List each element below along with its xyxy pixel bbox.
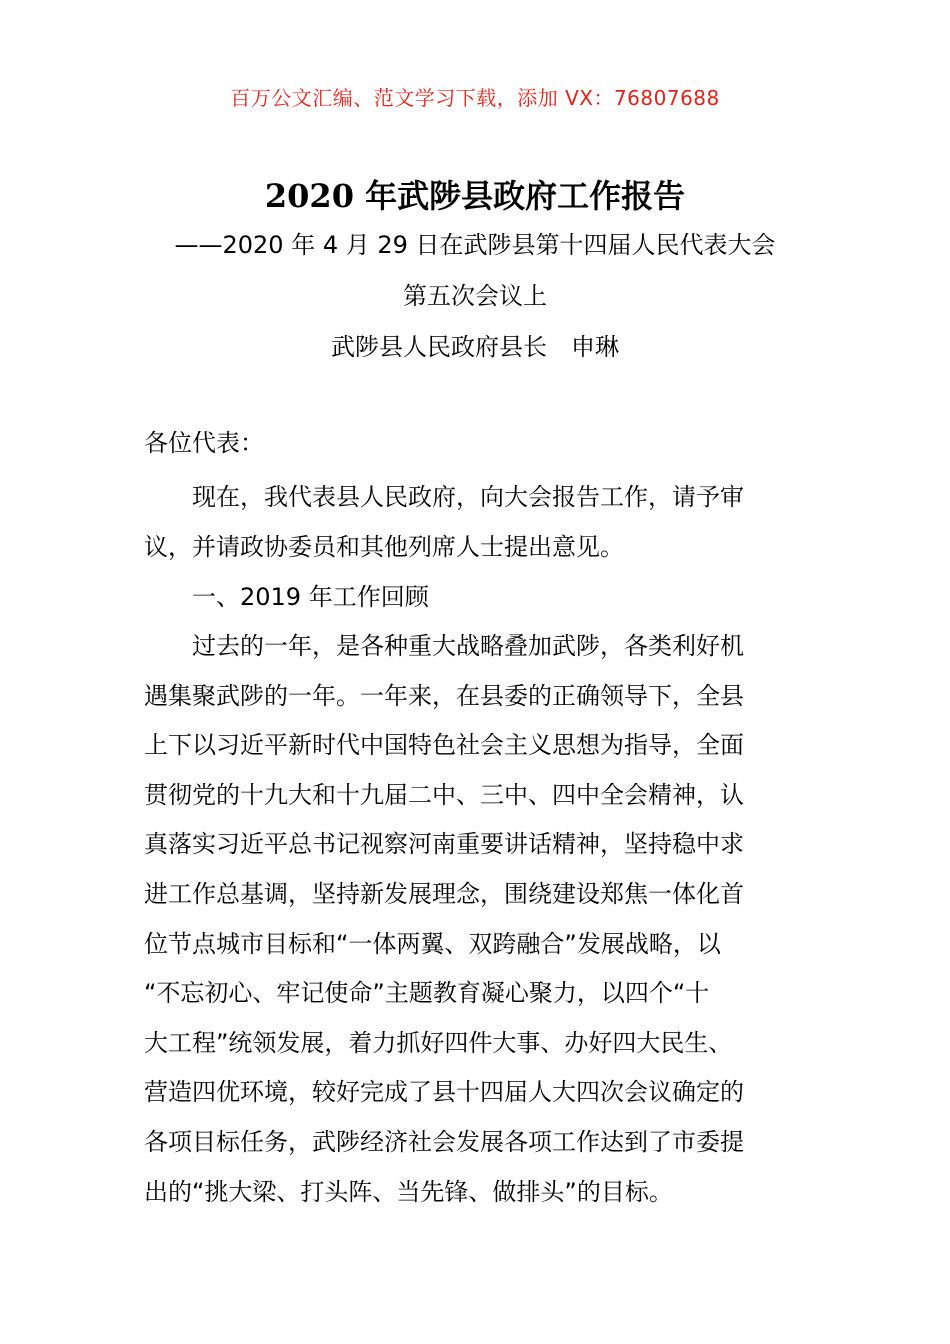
subtitle-line-2: 第五次会议上 [403, 282, 547, 310]
paragraph-line: 位节点城市目标和“一体两翼、双跨融合”发展战略，以 [144, 929, 721, 958]
paragraph-line: 真落实习近平总书记视察河南重要讲话精神，坚持稳中求 [144, 830, 744, 859]
paragraph-line: 现在，我代表县人民政府，向大会报告工作，请予审 [192, 483, 744, 511]
header-watermark-note: 百万公文汇编、范文学习下载，添加 VX：76807688 [230, 86, 720, 110]
paragraph-intro [144, 473, 808, 572]
subtitle-line-1: ——2020 年 4 月 29 日在武陟县第十四届人民代表大会 [174, 231, 776, 259]
paragraph-line: 进工作总基调，坚持新发展理念，围绕建设郑焦一体化首 [144, 879, 744, 908]
paragraph-review [144, 622, 808, 1217]
paragraph-line: 遇集聚武陟的一年。一年来，在县委的正确领导下，全县 [144, 681, 744, 710]
paragraph-line: 大工程”统领发展，着力抓好四件大事、办好四大民生、 [144, 1028, 733, 1057]
document-title: 2020 年武陟县政府工作报告 [264, 177, 686, 215]
author-line: 武陟县人民政府县长 申琳 [331, 333, 619, 361]
salutation: 各位代表： [144, 429, 264, 457]
paragraph-line: “不忘初心、牢记使命”主题教育凝心聚力，以四个“十 [144, 979, 710, 1008]
paragraph-line: 各项目标任务，武陟经济社会发展各项工作达到了市委提 [144, 1127, 744, 1156]
paragraph-line: 过去的一年，是各种重大战略叠加武陟，各类利好机 [192, 632, 744, 660]
paragraph-line: 上下以习近平新时代中国特色社会主义思想为指导，全面 [144, 731, 744, 760]
section-heading: 一、2019 年工作回顾 [192, 583, 429, 611]
paragraph-line: 营造四优环境，较好完成了县十四届人大四次会议确定的 [144, 1078, 744, 1107]
paragraph-line: 议，并请政协委员和其他列席人士提出意见。 [144, 532, 624, 561]
paragraph-line: 出的“挑大梁、打头阵、当先锋、做排头”的目标。 [144, 1177, 673, 1206]
paragraph-line: 贯彻党的十九大和十九届二中、三中、四中全会精神，认 [144, 780, 744, 809]
